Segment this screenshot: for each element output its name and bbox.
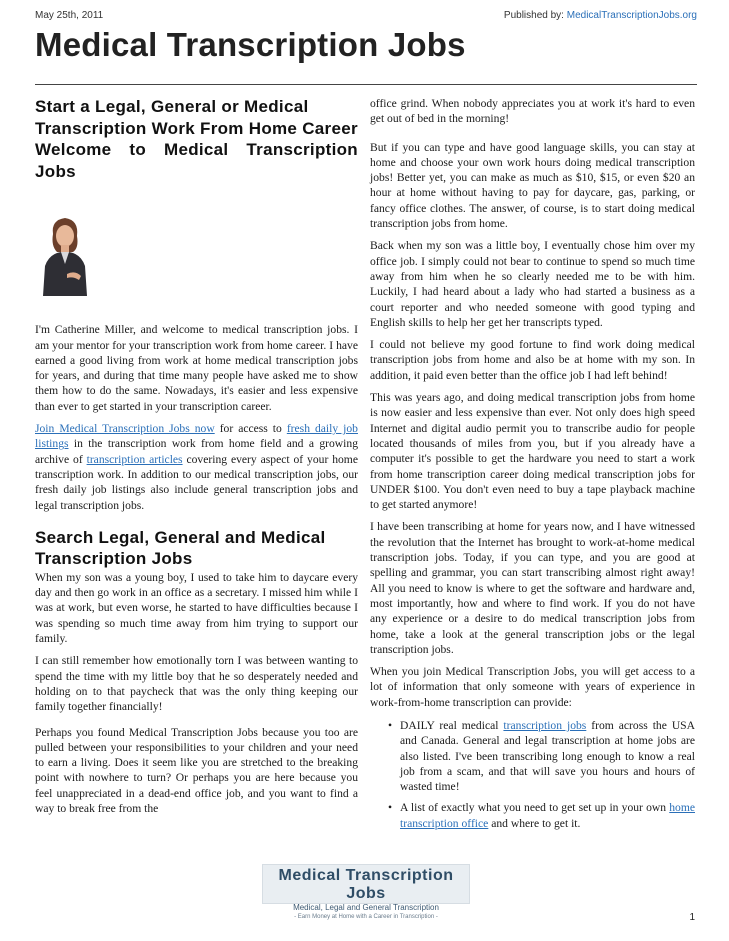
join-paragraph xyxy=(35,421,358,513)
logo-subtitle: Medical, Legal and General Transcription xyxy=(293,903,439,912)
join-link[interactable]: Join Medical Transcription Jobs now xyxy=(35,422,215,436)
logo-tagline: - Earn Money at Home with a Career in Transcription - xyxy=(294,914,438,920)
story-paragraph-3: Perhaps you found Medical Transcription Jobs because you too are pulled between your responsibilities to your children and your need to earn a living. Does it seem like you are stretched to the breaking point with nowhere to turn? Or perhaps you are here because you feel unappreciated in a dead-end office job, and you want to find a way to break free from the xyxy=(35,725,358,816)
heading-start-career: Start a Legal, General or Medical Transcription Work From Home Career xyxy=(35,97,358,138)
story-paragraph-2: I can still remember how emotionally torn I was between wanting to spend the time with my little boy that he so desperately needed and holding on to that paycheck that was the only thing keeping our family together financially! xyxy=(35,654,358,714)
story-paragraph-1: When my son was a young boy, I used to take him to daycare every day and then go work in an office as a secretary. I missed him while I was at work, but even worse, he started to have difficulties because I was spending so much time away from him trying to support our family. xyxy=(35,570,358,646)
join-text-1: for access to xyxy=(214,422,287,436)
site-logo xyxy=(262,864,470,920)
logo-title: Medical Transcription Jobs xyxy=(278,867,454,902)
join-text-2: in the transcription work from home field and a growing archive of xyxy=(35,437,358,466)
publish-date: May 25th, 2011 xyxy=(35,10,104,21)
right-column xyxy=(370,96,695,837)
heading-search-jobs: Search Legal, General and Medical Transcription Jobs xyxy=(35,527,326,569)
heading-welcome: Welcome to Medical Transcription Jobs xyxy=(35,140,358,181)
benefit-2-text-1: A list of exactly what you need to get set up in your own xyxy=(400,801,670,815)
benefit-1-text-1: DAILY real medical xyxy=(400,718,504,732)
benefit-2-text-2: and where to get it. xyxy=(488,816,581,830)
publisher-link[interactable]: MedicalTranscriptionJobs.org xyxy=(566,10,697,21)
home-transcription-office-link[interactable]: home transcription office xyxy=(400,801,695,830)
transcription-articles-link[interactable]: transcription articles xyxy=(86,452,183,466)
internet-paragraph: This was years ago, and doing medical transcription jobs from home is now easier and less expensive than ever. Not only does high speed Internet and digital audio permit you to transcribe audio for people located thousands of miles from you, but if you already have a computer it's possible to get the hardware you need to start a work from home transcription career doing medical transcription jobs for UNDER $100. You don't even need to buy a tape playback machine to get started anymore! xyxy=(370,391,695,512)
masthead-title: Medical Transcription Jobs xyxy=(35,26,466,63)
list-item xyxy=(390,718,695,794)
transcription-jobs-link[interactable]: transcription jobs xyxy=(503,718,587,732)
revolution-paragraph: I have been transcribing at home for years now, and I have witnessed the revolution that the Internet has brought to work-at-home medical transcription jobs. Today, if you can type, and you are good at spelling and grammar, you can start transcribing almost right away! All you need to know is where to get the software and hardware and, most importantly, how and where to find work. If you do not have any experience or a desire to do medical transcription jobs from home, take a look at the general transcription jobs or the legal transcription jobs. xyxy=(370,520,695,656)
membership-paragraph: When you join Medical Transcription Jobs, you will get access to a lot of information that only someone with years of experience in work-from-home transcription can provide: xyxy=(370,665,695,709)
earnings-paragraph: But if you can type and have good language skills, you can stay at home and choose your own work hours doing medical transcription jobs! Better yet, you can make as much as $10, $15, or even $20 an hour at home without having to pay for daycare, gas, parking, or fancy office clothes. The answer, of course, is to start doing medical transcription jobs from home. xyxy=(370,140,695,231)
page-number: 1 xyxy=(689,912,695,923)
backstory-paragraph: Back when my son was a little boy, I eventually chose him over my office job. I simply could not bear to continue to spend so much time away from him when he so clearly needed me to be with him. Luckily, I had heard about a lady who had started a business as a court reporter and who needed someone with good typing and English skills to help her get her transcripts typed. xyxy=(370,239,695,329)
benefits-list xyxy=(370,718,695,831)
left-column xyxy=(35,96,358,823)
join-text-3: covering every aspect of your home transcription work. In addition to our medical transcription jobs, our fresh daily job listings also include general transcription jobs and legal transcription jobs. xyxy=(35,452,358,512)
published-by-label: Published by: xyxy=(503,10,567,21)
publisher-line xyxy=(504,10,697,21)
office-grind-paragraph: office grind. When nobody appreciates you at work it's hard to even get out of bed in the morning! xyxy=(370,97,695,126)
benefit-1-text-2: from across the USA and Canada. General and legal transcription at home jobs are also listed. I've been transcribing long enough to know a real job from a scam, and that will save you hours and hours of wasted time! xyxy=(400,718,696,794)
masthead-divider xyxy=(35,84,697,85)
intro-paragraph: I'm Catherine Miller, and welcome to medical transcription jobs. I am your mentor for your transcription work from home career. I have earned a good living from work at home medical transcription jobs for years, and during that time many people have asked me to show them how to do the same. Nowadays, it's easier and less expensive than ever to get started in your transcription career. xyxy=(35,323,358,413)
author-portrait xyxy=(37,214,93,296)
fresh-job-listings-link[interactable]: fresh daily job listings xyxy=(35,422,358,451)
page-header xyxy=(35,10,697,24)
good-fortune-paragraph: I could not believe my good fortune to find work doing medical transcription jobs from home and also be at home with my son. In addition, it paid even better than the office job I had left behind! xyxy=(370,338,695,382)
list-item xyxy=(390,800,695,831)
